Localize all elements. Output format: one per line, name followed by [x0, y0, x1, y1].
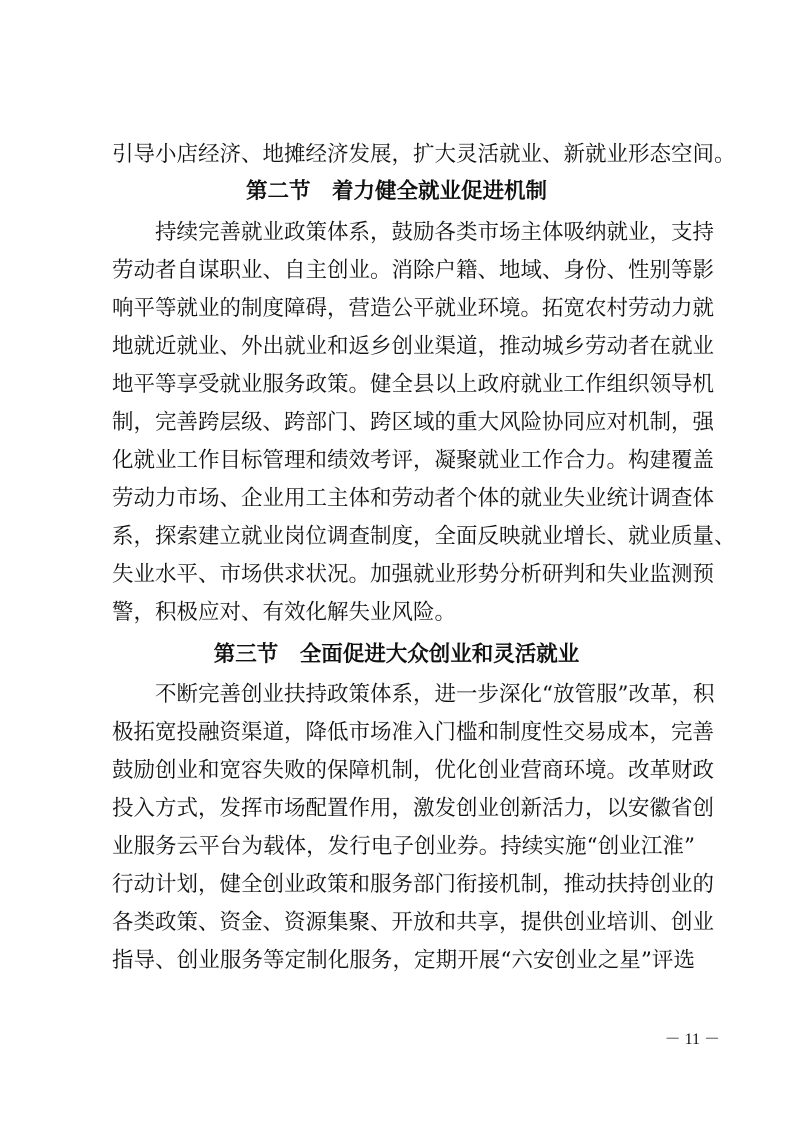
page-number: － 11 －: [664, 1031, 720, 1048]
paragraph-line: 持续完善就业政策体系，鼓励各类市场主体吸纳就业，支持: [112, 220, 715, 245]
paragraph-line: 指导、创业服务等定制化服务，定期开展“六安创业之星”评选: [112, 948, 695, 973]
paragraph-line: 鼓励创业和宽容失败的保障机制，优化创业营商环境。改革财政: [112, 758, 715, 783]
paragraph-line: 行动计划，健全创业政策和服务部门衔接机制，推动扶持创业的: [112, 872, 715, 897]
paragraph-line: 地就近就业、外出就业和返乡创业渠道，推动城乡劳动者在就业: [112, 334, 715, 359]
paragraph-line: 业服务云平台为载体，发行电子创业券。持续实施“创业江淮”: [112, 834, 695, 859]
paragraph-line: 引导小店经济、地摊经济发展，扩大灵活就业、新就业形态空间。: [112, 142, 736, 167]
paragraph-line: 化就业工作目标管理和绩效考评，凝聚就业工作合力。构建覆盖: [112, 448, 715, 473]
paragraph-line: 不断完善创业扶持政策体系，进一步深化“放管服”改革，积: [112, 682, 715, 707]
paragraph-line: 劳动力市场、企业用工主体和劳动者个体的就业失业统计调查体: [112, 486, 715, 511]
paragraph-line: 地平等享受就业服务政策。健全县以上政府就业工作组织领导机: [112, 372, 715, 397]
paragraph-line: 系，探索建立就业岗位调查制度，全面反映就业增长、就业质量、: [112, 524, 736, 549]
paragraph-line: 制，完善跨层级、跨部门、跨区域的重大风险协同应对机制，强: [112, 410, 715, 435]
paragraph-line: 失业水平、市场供求状况。加强就业形势分析研判和失业监测预: [112, 562, 715, 587]
paragraph-line: 警，积极应对、有效化解失业风险。: [112, 600, 457, 625]
paragraph-line: 劳动者自谋职业、自主创业。消除户籍、地域、身份、性别等影: [112, 258, 715, 283]
section-heading: 第二节 着力健全就业促进机制: [245, 179, 547, 204]
paragraph-line: 响平等就业的制度障碍，营造公平就业环境。拓宽农村劳动力就: [112, 296, 715, 321]
paragraph-line: 各类政策、资金、资源集聚、开放和共享，提供创业培训、创业: [112, 910, 715, 935]
paragraph-line: 投入方式，发挥市场配置作用，激发创业创新活力，以安徽省创: [112, 796, 715, 821]
section-heading: 第三节 全面促进大众创业和灵活就业: [213, 642, 580, 667]
paragraph-line: 极拓宽投融资渠道，降低市场准入门槛和制度性交易成本，完善: [112, 720, 715, 745]
